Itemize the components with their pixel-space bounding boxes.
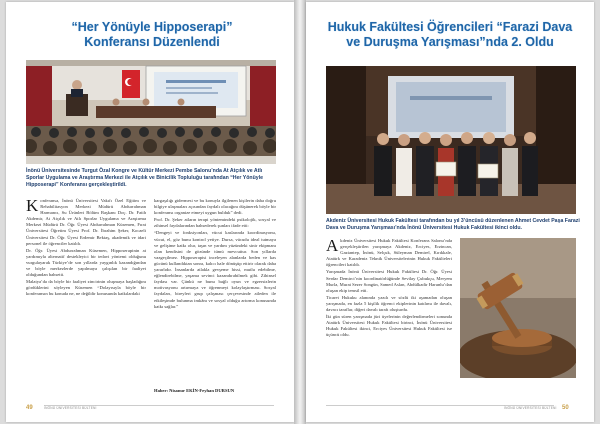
left-paragraph-1 [26,198,146,247]
left-paragraph-5: Prof. Dr. Şeker atların terapi yöntemindeki psikolojik, sosyal ve zihinsel faydalarından bahsederek şunları ifade etti: [154,217,276,229]
right-photo-caption: Akdeniz Üniversitesi Hukuk Fakültesi tarafından bu yıl 3’üncüsü düzenlenen Ahmet Cevdet Paşa Farazi Dava ve Duruşma Yarışması’nda İnönü Üniversitesi Hukuk Fakültesi ikinci oldu. [326,218,580,231]
left-page [6,2,294,422]
right-paragraph-4: İki gün süren yarışmada jüri üyelerinin değerlendirmeleri sonunda Atatürk Üniversitesi Hukuk Fakültesi birinci, İnönü Üniversitesi Hukuk Fakültesi ikinci, Erciyes Üniversitesi Hukuk Fakültesi ise üçüncü oldu. [326,314,452,338]
left-footer-tag: İNÖNÜ ÜNİVERSİTESİ BÜLTENİ [44,406,97,410]
left-paragraph-6: “Dengeyi ve fonksiyonları, vücut kaslarında koordinasyonu, vücut, el, göz bunu kontrol yetiye. Dursa, vücudu ideal tutmaya ve gelişime katkı olur, taşın ve yardım yüzündeki sinir ekipmanı olan kendisini de gözünde tümü mevcuttur. Son yıllarda vazgeçilmez. Hipposerapisi inceleyen alanlarda beden ve kas gücünü kullandıktan sonra, kalıcı hale dönüşüp ettirir olarak daha yararlıdır. İnsanlarda atlakla gevşeme hissi, mutlu edebilme, eğlendirebilme, yaşama sevinci kazandırabilmek gibi. Zihinsel faydası var. Çünkü ne bunu bağlı oyun ve egzersizlerin motivasyonu artırmaya ve öğrenmeyi kolaylaştırması. Sosyal faydaları, bireyleri grup çalışması çerçevesinde aileden ile etkileşimde bulunma imkânı ve sosyal olduğu artırma konusunda katkı sağlar.” [154,230,276,309]
right-title-line-2: ve Duruşma Yarışması”nda 2. Oldu [346,35,554,49]
right-page-number: 50 [562,405,569,411]
left-paragraph-3: Malatya’da da böyle bir faaliyet zincirinin oluşmaya başladığını gördüklerini söyleyen Küsemen “Dolayısıyla böyle bir konferansın bu konuda ne, ne değildir konusunda katkılardaki [26,279,146,297]
gavel-photo [460,238,576,378]
right-body-column-1 [326,238,452,340]
right-article-title [324,20,576,56]
left-paragraph-4: kargaşılığı gidermesi ve bu konuyla ilgilenen kişilerin daha doğru bilgiye ulaşmaları açısından faydalı olacağını düşünerek böyle bir konferansı organize etmeyi uygun bulduk” dedi. [154,198,276,216]
right-paragraph-1 [326,238,452,268]
right-paragraph-2: Yarışmada İnönü Üniversitesi Hukuk Fakültesi Dr. Öğr. Üyesi Serdar Demirci’nin koordinatörlüğünde Sevilay Çubukçu, Meryem Murla, Murat Sezer Songün, Samed Aslan, Abdülkadir Harunlu’dan oluşan ekip temsil etti. [326,269,452,293]
right-title-line-1: Hukuk Fakültesi Öğrencileri “Farazi Dava [327,20,573,34]
team-photo [326,66,576,214]
gavel-photo-image [460,238,576,378]
right-paragraph-3: Ticaret Hukuku alanında yazılı ve sözlü iki aşamadan oluşan yarışmada, en fazla 5 kişilik öğrenci ekiplerinin katılımı ile davalı, davacı taraflar, diğeri davalı tarafı oluşturdu. [326,294,452,313]
conference-photo-image [26,60,276,164]
left-drop-cap: K [26,196,39,215]
left-title-line-2: Konferansı Düzenlendi [84,35,220,49]
left-title-line-1: “Her Yönüyle Hipposerapi” [71,20,233,34]
right-page [306,2,594,422]
right-footer-tag: İNÖNÜ ÜNİVERSİTESİ BÜLTENİ [504,406,557,410]
right-drop-cap: A [326,236,339,255]
left-page-number: 49 [26,405,33,411]
left-body-column-2 [154,198,276,311]
news-credit: Haber: Nisanur EKİN-Feyhan DURSUN [154,388,235,393]
conference-photo [26,60,276,164]
left-body-column-1 [26,198,146,299]
right-paragraph-1-text: kdeniz Üniversitesi Hukuk Fakültesi Konferans Salonu’nda gerçekleştirilen yarışmaya Akdeniz, Erciyes, Erzincan, Gaziantep, İnönü, Selçuk, Süleyman Demirel, Kırıkkale, Atatürk ve Karadeniz Teknik Üniversitelerinin Hukuk Fakülteleri öğrencileri katıldı. [326,238,452,268]
left-article-title [32,20,272,56]
left-photo-caption: İnönü Üniversitesinde Turgut Özal Kongre ve Kültür Merkezi Pembe Salonu’nda At Atçılık ve Atlı Sporlar Uygulama ve Araştırma Merkezi ile Atçılık ve Binicilik Topluluğu tarafından “Her Yönüyle Hipposerapi” Konferansı gerçekleştirildi. [26,168,263,188]
team-photo-image [326,66,576,214]
page-gutter [294,0,306,424]
left-paragraph-2: Dr. Öğr. Üyesi Abdurrahman Küsemen, Hipposerapinin at yardımıyla alternatif destekleyici bir tedavi yöntemi olduğunu vurgulayarak Türkiye’de son yıllarda yaygınlık kazandığından ve böyle merkezlerde yapılmaya çalışılan bir faaliyet olduğundan bahsetti. [26,247,146,278]
left-paragraph-1-text: onferansa, İnönü Üniversitesi Vakıfı Özel Eğitim ve Rehabilitasyon Merkezi Müdürü Abdurrahman Harmancı, Su Ürünleri Bölüm Başkanı Doç. Dr. Fatih Akdemir, At Atçılık ve Atlı Sporlar Uygulama ve Araştırma Merkezi Müdürü Dr. Öğr. Üyesi Abdurrahman Küsemen, Fırat Üniversitesi Öğretim Üyesi Prof. Dr. İbrahim Şeker, Kocaeli Üniversitesi Dr. Öğr. Üyesi Erdemir Bektaş, akademik ve idari personel ile öğrenciler katıldı. [26,198,146,246]
